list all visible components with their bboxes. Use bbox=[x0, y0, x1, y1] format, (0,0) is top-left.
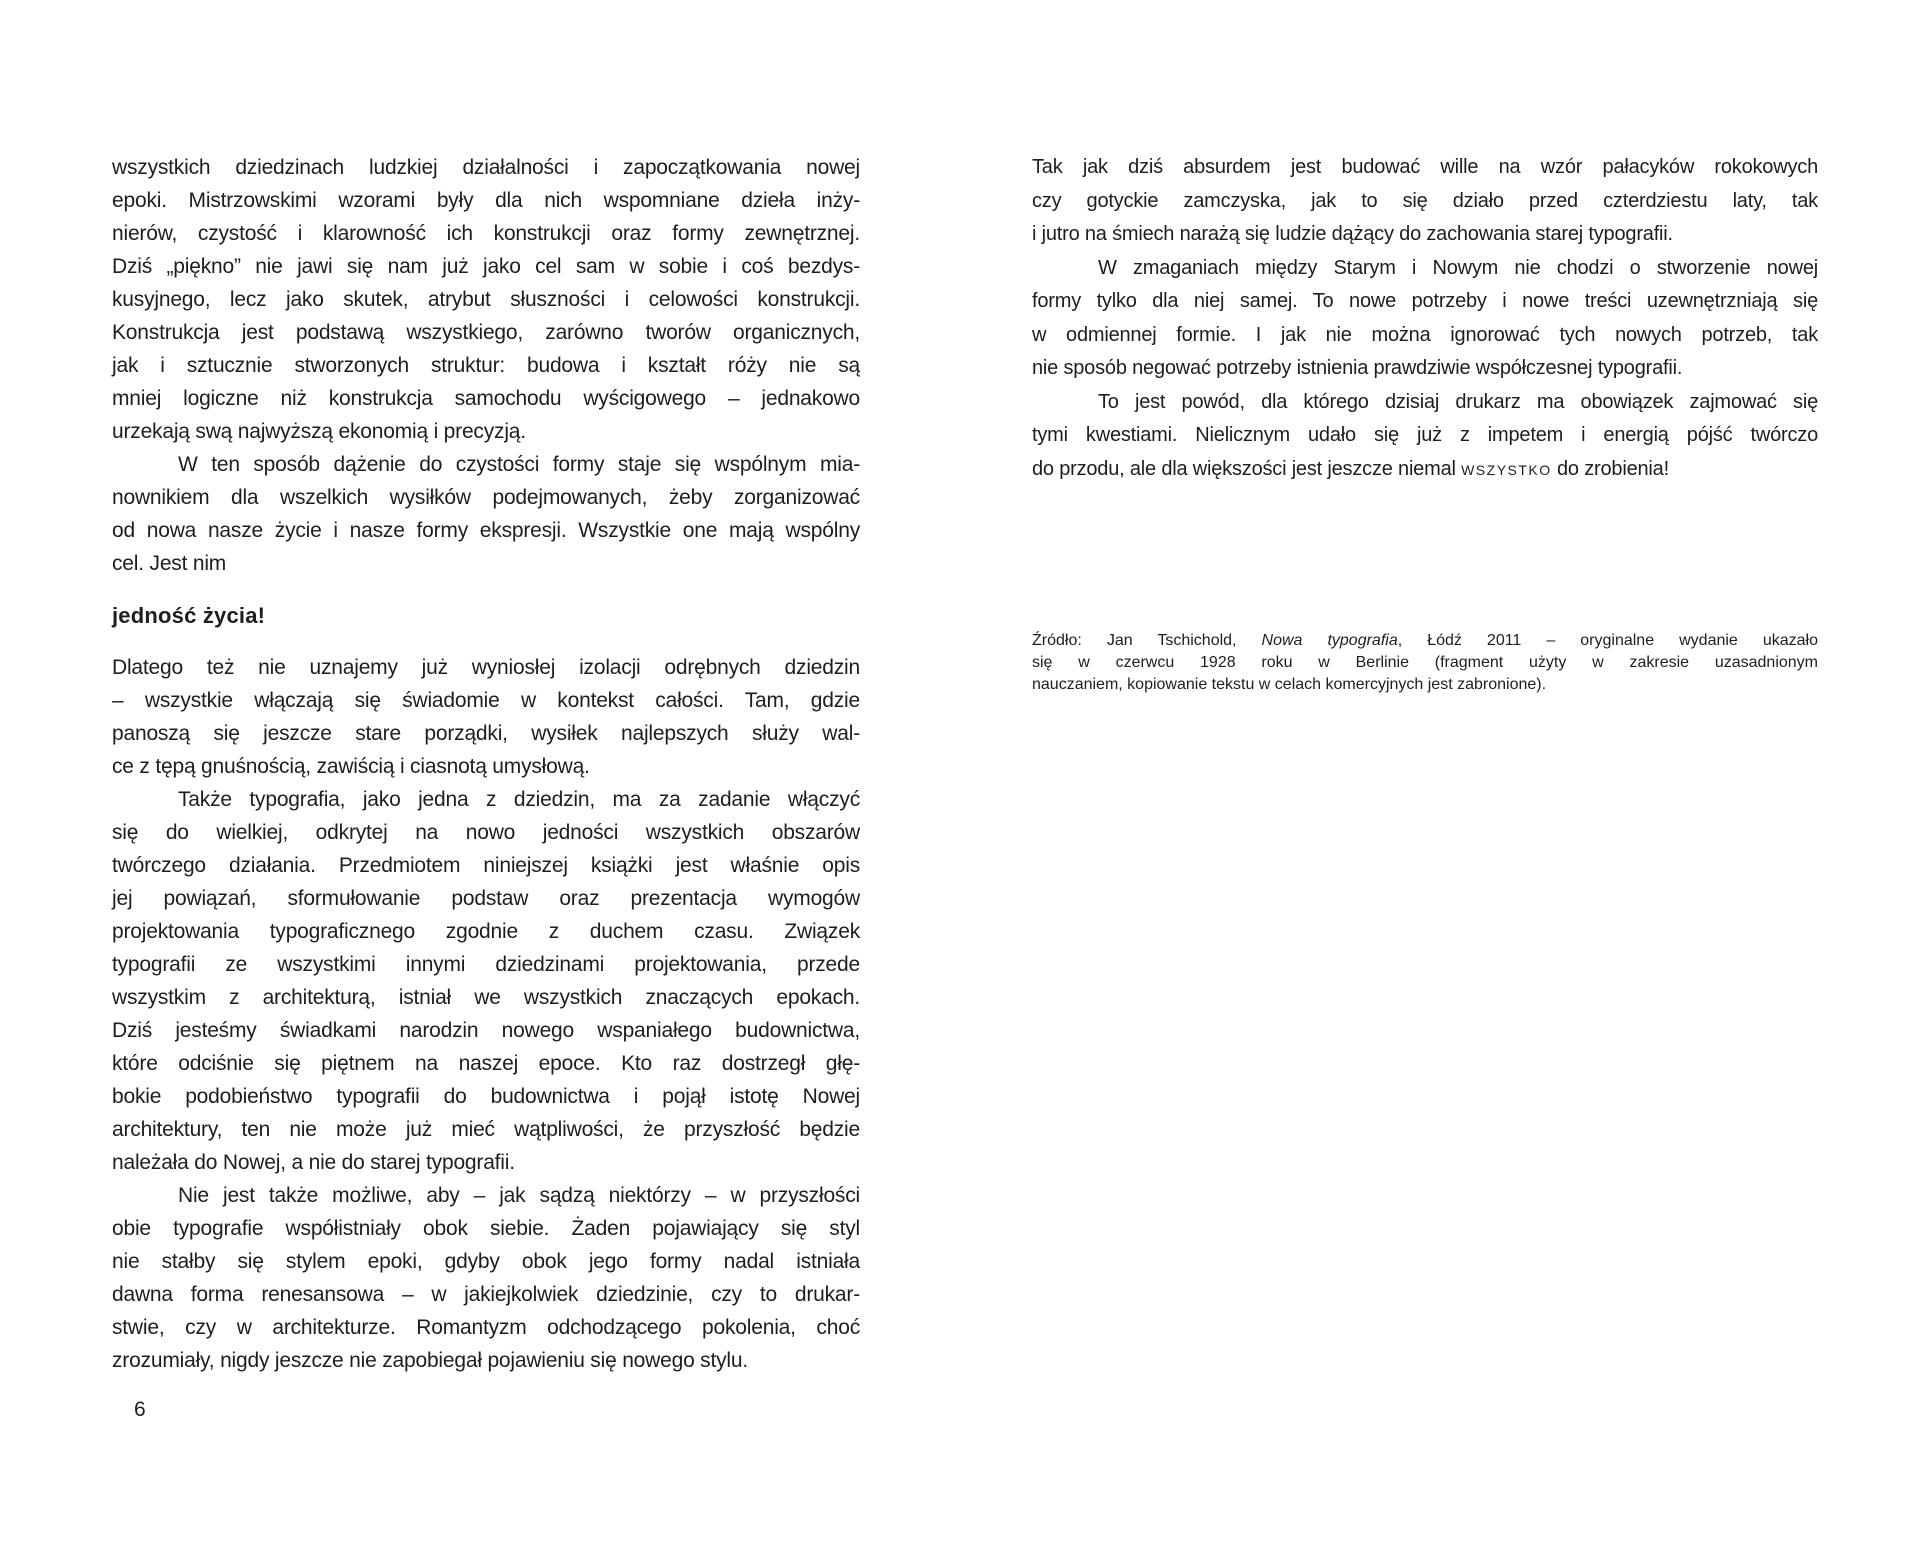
text-line: To jest powód, dla którego dzisiaj drukarz ma obowiązek zajmować się bbox=[1098, 390, 1818, 413]
line-text: do zrobienia! bbox=[1551, 457, 1669, 480]
text-line: projektowania typograficznego zgodnie z duchem czasu. Związek bbox=[112, 920, 860, 943]
page-number: 6 bbox=[134, 1398, 146, 1421]
text-line: Tak jak dziś absurdem jest budować wille na wzór pałacyków rokokowych bbox=[1032, 156, 1818, 178]
text-line: jak i sztucznie stworzonych struktur: budowa i kształt róży nie są bbox=[112, 354, 860, 377]
text-line: Także typografia, jako jedna z dziedzin, ma za zadanie włączyć bbox=[178, 788, 860, 811]
text-line bbox=[1032, 630, 1818, 652]
paragraph bbox=[1032, 151, 1818, 252]
left-page-column bbox=[112, 151, 860, 1377]
text-line: nierów, czystość i klarowność ich konstrukcji oraz formy zewnętrznej. bbox=[112, 222, 860, 245]
text-line: W zmaganiach między Starym i Nowym nie chodzi o stworzenie nowej bbox=[1098, 256, 1818, 279]
text-line: nownikiem dla wszelkich wysiłków podejmowanych, żeby zorganizować bbox=[112, 486, 860, 509]
paragraph bbox=[1032, 386, 1818, 487]
line-text: do przodu, ale dla większości jest jeszcze niemal bbox=[1032, 457, 1462, 480]
text-line: – wszystkie włączają się świadomie w kontekst całości. Tam, gdzie bbox=[112, 689, 860, 712]
text-line: Dziś „piękno” nie jawi się nam już jako cel sam w sobie i coś bezdys- bbox=[112, 255, 860, 278]
smallcaps-word: wszystko bbox=[1461, 457, 1552, 480]
text-line: nauczaniem, kopiowanie tekstu w celach komercyjnych jest zabronione). bbox=[1032, 676, 1547, 693]
text-line: bokie podobieństwo typografii do budownictwa i pojął istotę Nowej bbox=[112, 1085, 860, 1108]
text-line: obie typografie współistniały obok siebie. Żaden pojawiający się styl bbox=[112, 1217, 860, 1240]
text-line: czy gotyckie zamczyska, jak to się działo przed czterdziestu laty, tak bbox=[1032, 189, 1818, 212]
source-text: , Łódź 2011 – oryginalne wydanie ukazało bbox=[1397, 632, 1818, 649]
text-line: od nowa nasze życie i nasze formy ekspresji. Wszystkie one mają wspólny bbox=[112, 519, 860, 542]
paragraph-lines bbox=[1032, 386, 1818, 453]
text-line: dawna forma renesansowa – w jakiejkolwiek dziedzinie, czy to drukar- bbox=[112, 1283, 860, 1306]
text-line: nie stałby się stylem epoki, gdyby obok jego formy nadal istniała bbox=[112, 1250, 860, 1273]
source-text: Źródło: Jan Tschichold, bbox=[1032, 632, 1262, 649]
text-line: w odmiennej formie. I jak nie można ignorować tych nowych potrzeb, tak bbox=[1032, 323, 1818, 346]
text-line: tymi kwestiami. Nielicznym udało się już z impetem i energią pójść twórczo bbox=[1032, 424, 1818, 446]
text-line: W ten sposób dążenie do czystości formy staje się wspólnym mia- bbox=[178, 453, 860, 476]
text-line: Dlatego też nie uznajemy już wyniosłej izolacji odrębnych dziedzin bbox=[112, 656, 860, 679]
text-line: formy tylko dla niej samej. To nowe potrzeby i nowe treści uzewnętrzniają się bbox=[1032, 290, 1818, 312]
paragraph bbox=[112, 783, 860, 1179]
text-line: należała do Nowej, a nie do starej typografii. bbox=[112, 1151, 515, 1174]
paragraph bbox=[112, 1179, 860, 1377]
paragraph bbox=[112, 651, 860, 783]
text-line: nie sposób negować potrzeby istnienia prawdziwie współczesnej typografii. bbox=[1032, 357, 1683, 379]
text-line: typografii ze wszystkimi innymi dziedzinami projektowania, przede bbox=[112, 953, 860, 976]
text-line: epoki. Mistrzowskimi wzorami były dla nich wspomniane dzieła inży- bbox=[112, 189, 860, 212]
text-line: zrozumiały, nigdy jeszcze nie zapobiegał pojawieniu się nowego stylu. bbox=[112, 1349, 749, 1372]
text-line: wszystkich dziedzinach ludzkiej działalności i zapoczątkowania nowej bbox=[112, 156, 860, 179]
text-line: się w czerwcu 1928 roku w Berlinie (fragment użyty w zakresie uzasadnionym bbox=[1032, 654, 1818, 671]
text-line: stwie, czy w architekturze. Romantyzm odchodzącego pokolenia, choć bbox=[112, 1316, 860, 1339]
section-heading: jedność życia! bbox=[112, 603, 266, 628]
text-line: Nie jest także możliwe, aby – jak sądzą niektórzy – w przyszłości bbox=[178, 1184, 860, 1207]
text-line: które odciśnie się piętnem na naszej epoce. Kto raz dostrzegł głę- bbox=[112, 1052, 860, 1075]
paragraph bbox=[1032, 252, 1818, 386]
text-line: urzekają swą najwyższą ekonomią i precyzją. bbox=[112, 420, 526, 443]
text-line: architektury, ten nie może już mieć wątpliwości, że przyszłość będzie bbox=[112, 1118, 860, 1141]
text-line: cel. Jest nim bbox=[112, 552, 227, 575]
text-line: kusyjnego, lecz jako skutek, atrybut słuszności i celowości konstrukcji. bbox=[112, 288, 860, 311]
right-page-column bbox=[1032, 151, 1818, 696]
text-line: Konstrukcja jest podstawą wszystkiego, zarówno tworów organicznych, bbox=[112, 321, 860, 344]
text-line: panoszą się jeszcze stare porządki, wysiłek najlepszych służy wal- bbox=[112, 722, 860, 745]
text-line: i jutro na śmiech narażą się ludzie dążący do zachowania starej typografii. bbox=[1032, 223, 1673, 245]
text-line: Dziś jesteśmy świadkami narodzin nowego wspaniałego budownictwa, bbox=[112, 1019, 860, 1042]
text-line: ce z tępą gnuśnością, zawiścią i ciasnotą umysłową. bbox=[112, 755, 590, 778]
text-line: twórczego działania. Przedmiotem niniejszej książki jest właśnie opis bbox=[112, 854, 860, 877]
book-title: Nowa typografia bbox=[1261, 632, 1398, 649]
text-line: wszystkim z architekturą, istniał we wszystkich znaczących epokach. bbox=[112, 986, 860, 1009]
text-line: mniej logiczne niż konstrukcja samochodu wyścigowego – jednakowo bbox=[112, 387, 860, 410]
text-line: się do wielkiej, odkrytej na nowo jedności wszystkich obszarów bbox=[112, 821, 860, 844]
text-line bbox=[1032, 453, 1818, 487]
source-note bbox=[1032, 630, 1818, 696]
paragraph bbox=[112, 151, 860, 448]
paragraph bbox=[112, 448, 860, 580]
text-line: jej powiązań, sformułowanie podstaw oraz prezentacja wymogów bbox=[112, 887, 860, 910]
